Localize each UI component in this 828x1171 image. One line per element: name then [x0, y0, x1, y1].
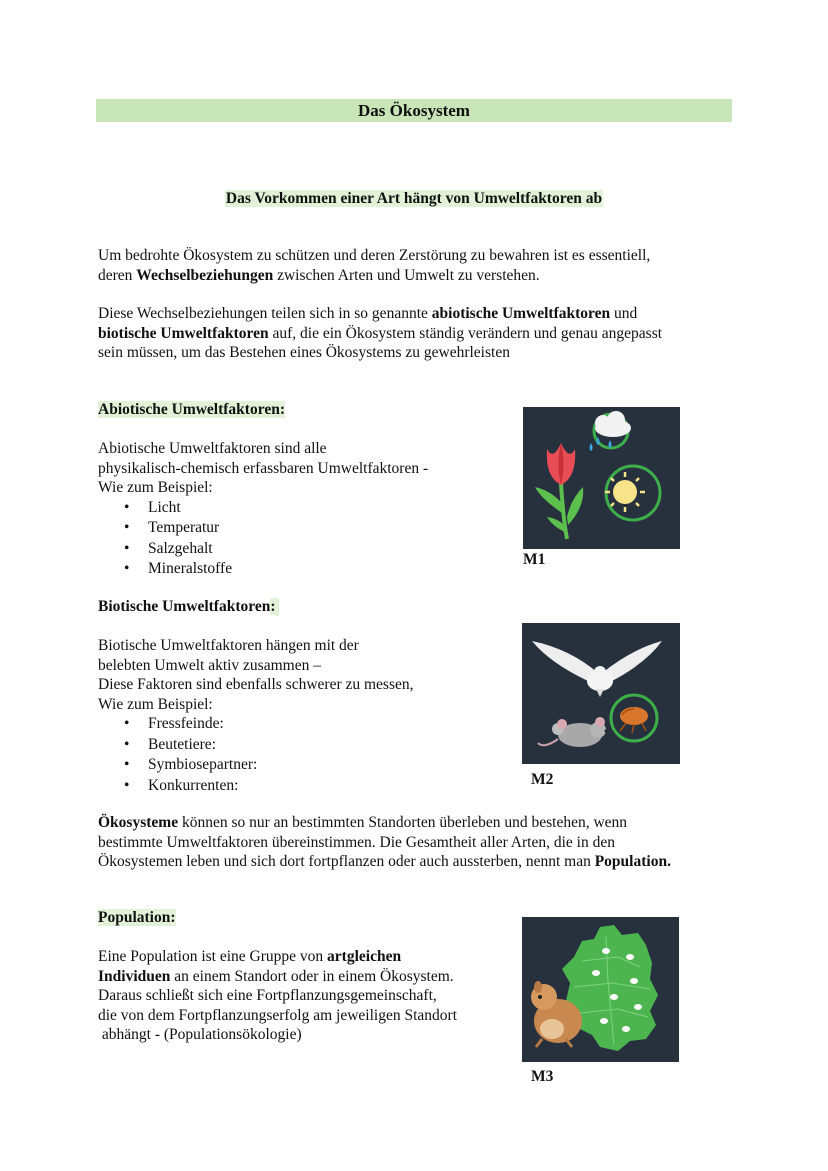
list-item: • Licht — [98, 498, 498, 519]
population-heading: Population: — [98, 909, 176, 926]
abiotic-heading: Abiotische Umweltfaktoren: — [98, 401, 285, 418]
mouse-icon — [538, 717, 608, 747]
biotic-heading: Biotische Umweltfaktoren: — [98, 597, 279, 617]
biotic-list — [98, 714, 498, 796]
tulip-icon — [535, 443, 583, 539]
population-text: Eine Population ist eine Gruppe von artgleichen Individuen an einem Standort oder in einem Ökosystem. Daraus schließt sich eine Fortpflanzungsgemeinschaft, die von dem Fortpflanzungserfolg am jeweiligen Standort abhängt - (Populationsökologie) — [98, 948, 457, 1043]
list-item: • Symbiosepartner: — [98, 755, 498, 776]
list-item: • Salzgehalt — [98, 539, 498, 560]
intro-paragraph-2: Diese Wechselbeziehungen teilen sich in so genannte abiotische Umweltfaktoren und biotische Umweltfaktoren auf, die ein Ökosystem ständig verändern und genau angepasst sein müssen, um das Bestehen eines Ökosystems zu gewehrleisten — [98, 305, 663, 361]
list-item: • Temperatur — [98, 518, 498, 539]
abiotic-text: Abiotische Umweltfaktoren sind alle physikalisch-chemisch erfassbaren Umweltfaktoren - Wie zum Beispiel: • Licht • Temperatur • Salzgehalt • Mineralstoffe — [98, 439, 498, 580]
list-item: • Fressfeinde: — [98, 714, 498, 735]
figure-label-m2: M2 — [531, 771, 554, 788]
list-item: • Konkurrenten: — [98, 776, 498, 797]
sun-icon — [605, 466, 660, 520]
biotic-text: Biotische Umweltfaktoren hängen mit der belebten Umwelt aktiv zusammen – Diese Faktoren sind ebenfalls schwerer zu messen, Wie zum Beispiel: • Fressfeinde: • Beutetiere: • Symbiosepartner: • Konkurrenten: — [98, 636, 498, 796]
population-image — [522, 917, 679, 1062]
rain-cloud-icon — [590, 411, 632, 451]
figure-label-m1: M1 — [523, 551, 546, 568]
intro-paragraph-1: Um bedrohte Ökosystem zu schützen und deren Zerstörung zu bewahren ist es essentiell, deren Wechselbeziehungen zwischen Arten und Umwelt zu verstehen. — [98, 247, 651, 284]
section-subtitle: Das Vorkommen einer Art hängt von Umweltfaktoren ab — [225, 190, 603, 207]
list-item: • Beutetiere: — [98, 735, 498, 756]
bird-icon — [532, 641, 662, 697]
ecosystem-paragraph: Ökosysteme können so nur an bestimmten Standorten überleben und bestehen, wenn bestimmte Umweltfaktoren übereinstimmen. Die Gesamtheit aller Arten, die in den Ökosystemen leben und sich dort fortpflanzen oder auch aussterben, nennt man Population. — [98, 814, 671, 870]
page-title: Das Ökosystem — [96, 99, 732, 122]
flea-icon — [611, 695, 657, 741]
figure-label-m3: M3 — [531, 1068, 554, 1085]
abiotic-list — [98, 498, 498, 580]
biotic-factors-image — [522, 623, 680, 764]
list-item: • Mineralstoffe — [98, 559, 498, 580]
abiotic-factors-image — [523, 407, 680, 549]
